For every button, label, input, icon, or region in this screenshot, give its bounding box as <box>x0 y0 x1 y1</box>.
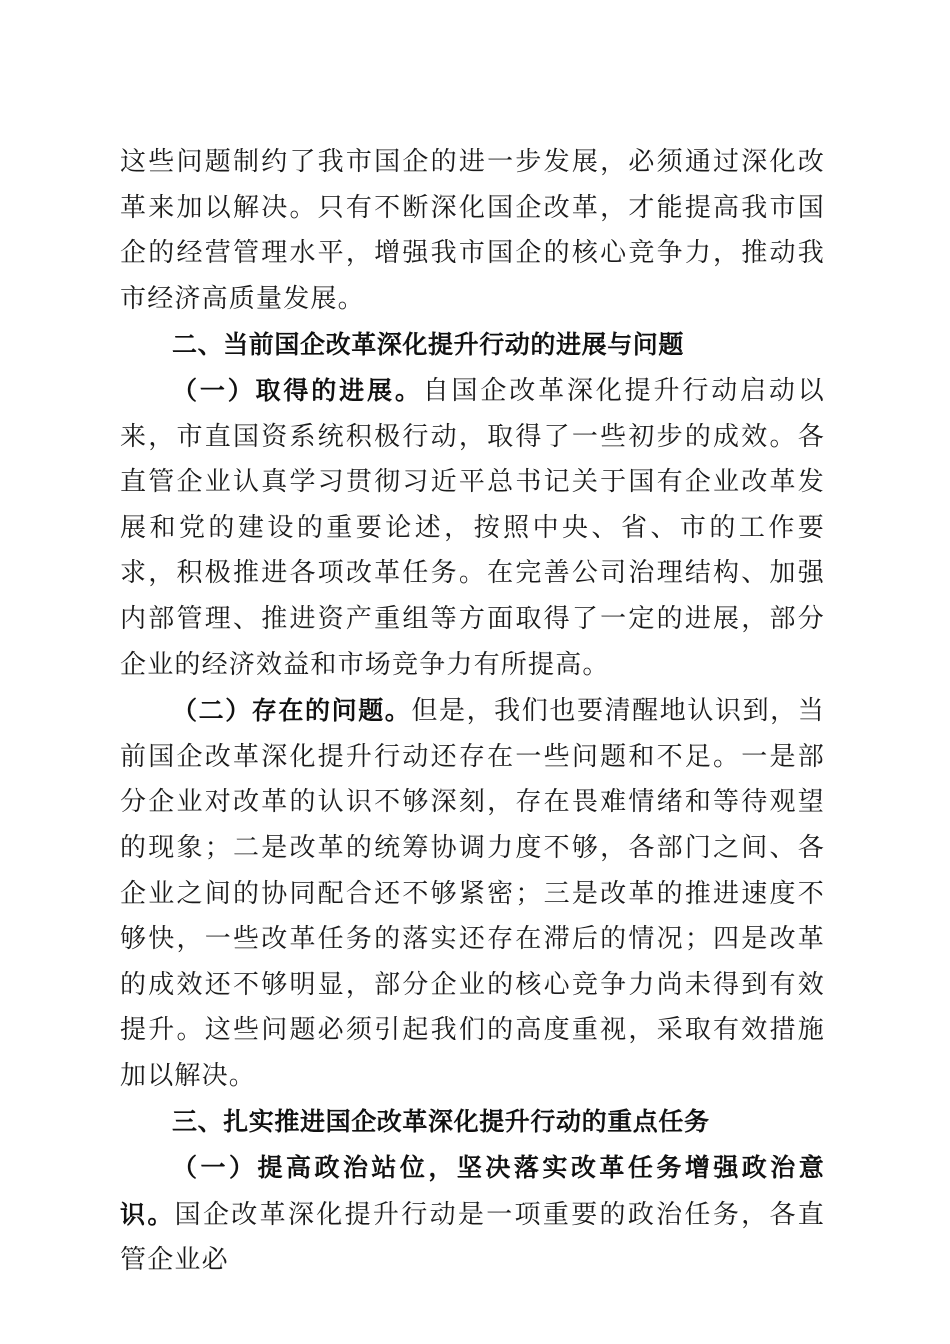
paragraph-problems <box>120 688 825 1099</box>
subheading-progress: （一）取得的进展。 <box>172 375 423 405</box>
subheading-political-stance: （一）提高政治站位，坚决落实改革任务增强政治意识。 <box>120 1153 825 1229</box>
section-heading-text: 三、扎实推进国企改革深化提升行动的重点任务 <box>172 1107 710 1137</box>
section-heading-3 <box>120 1099 825 1145</box>
paragraph-text: 这些问题制约了我市国企的进一步发展，必须通过深化改革来加以解决。只有不断深化国企改革，才能提高我市国企的经营管理水平，增强我市国企的核心竞争力，推动我市经济高质量发展。 <box>120 147 825 314</box>
paragraph-political-stance <box>120 1145 825 1284</box>
paragraph-text: 但是，我们也要清醒地认识到，当前国企改革深化提升行动还存在一些问题和不足。一是部分企业对改革的认识不够深刻，存在畏难情绪和等待观望的现象；二是改革的统筹协调力度不够，各部门之间、各企业之间的协同配合还不够紧密；三是改革的推进速度不够快，一些改革任务的落实还存在滞后的情况；四是改革的成效还不够明显，部分企业的核心竞争力尚未得到有效提升。这些问题必须引起我们的高度重视，采取有效措施加以解决。 <box>120 696 825 1091</box>
paragraph-continuation <box>120 140 825 322</box>
document-body <box>120 140 825 1284</box>
section-heading-2 <box>120 322 825 368</box>
subheading-problems: （二）存在的问题。 <box>172 696 412 726</box>
paragraph-progress <box>120 368 825 688</box>
paragraph-text: 国企改革深化提升行动是一项重要的政治任务，各直管企业必 <box>120 1199 825 1276</box>
section-heading-text: 二、当前国企改革深化提升行动的进展与问题 <box>172 330 685 360</box>
paragraph-text: 自国企改革深化提升行动启动以来，市直国资系统积极行动，取得了一些初步的成效。各直管企业认真学习贯彻习近平总书记关于国有企业改革发展和党的建设的重要论述，按照中央、省、市的工作要求，积极推进各项改革任务。在完善公司治理结构、加强内部管理、推进资产重组等方面取得了一定的进展，部分企业的经济效益和市场竞争力有所提高。 <box>120 375 825 680</box>
